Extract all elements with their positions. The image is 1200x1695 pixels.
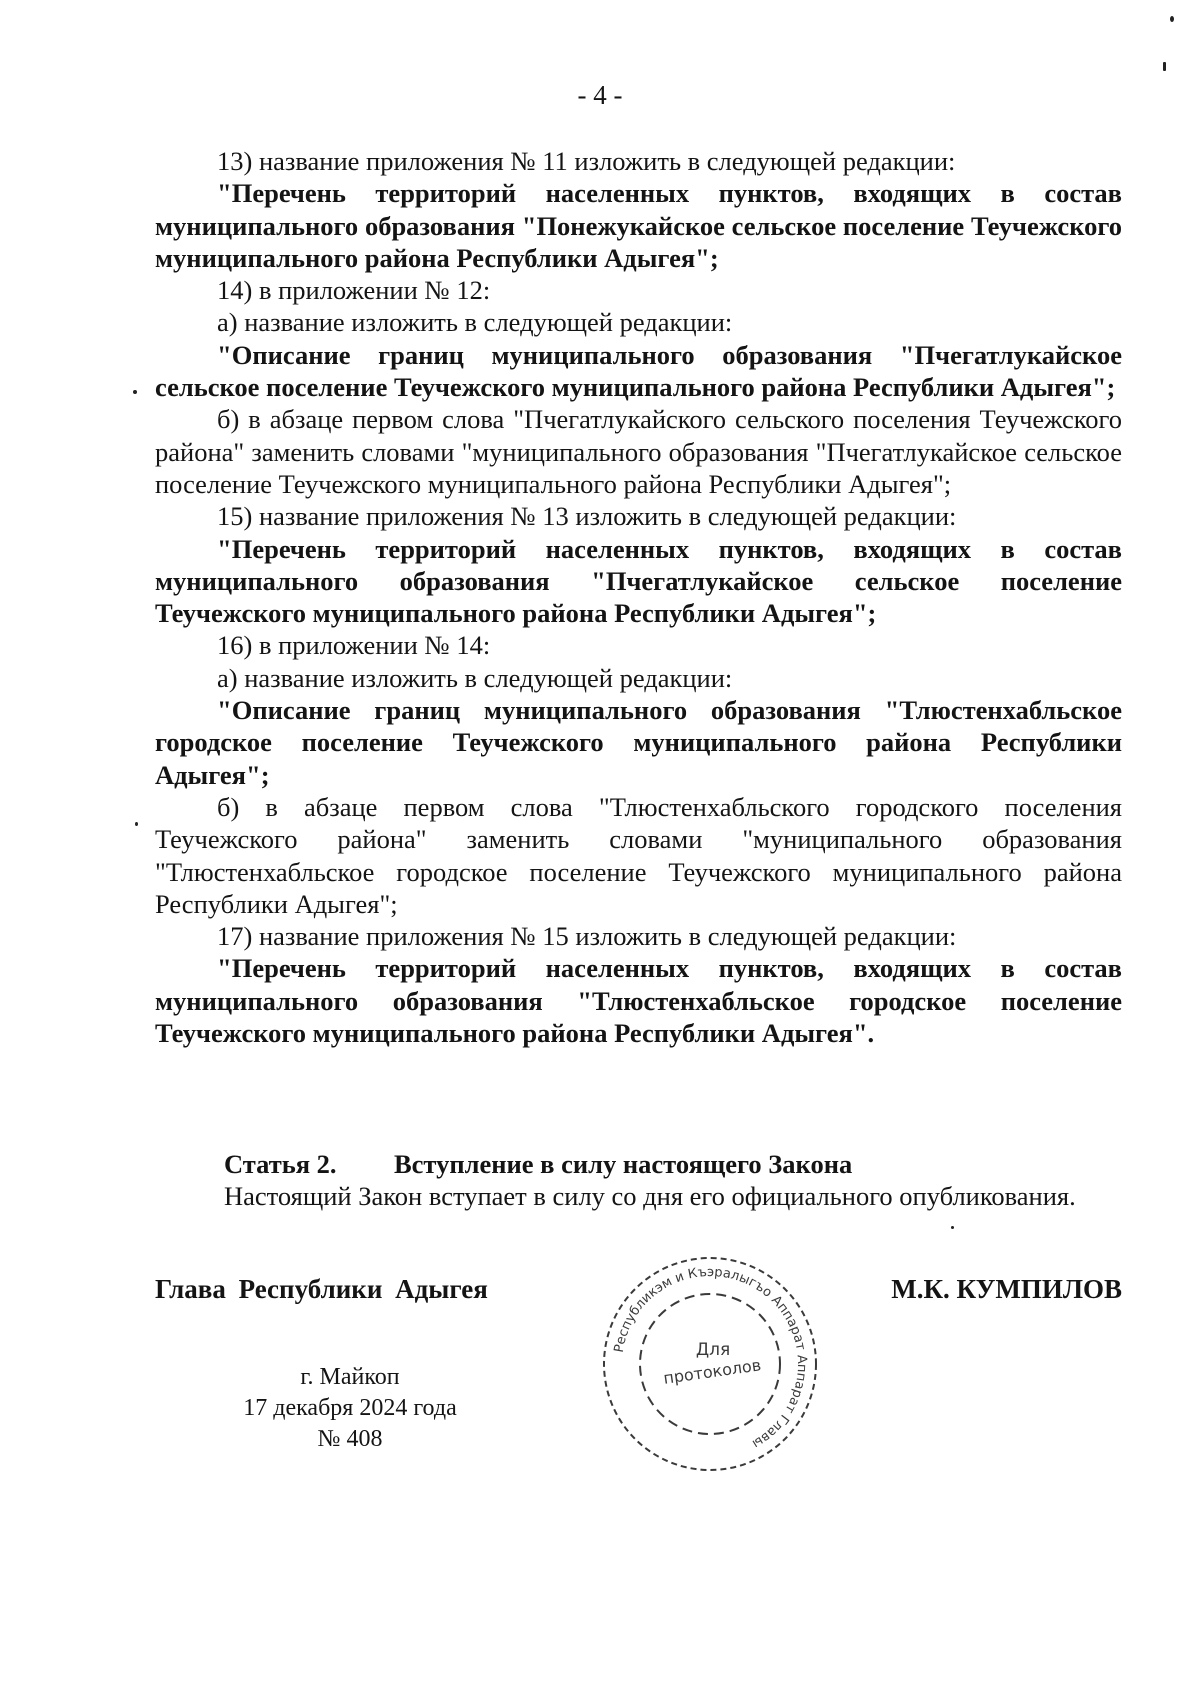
article-text: Настоящий Закон вступает в силу со дня его официального опубликования.: [224, 1181, 1076, 1211]
stamp-outer-text: Республикэм и Къэралыгъо Аппарат Аппарат Главы: [611, 1264, 810, 1452]
page-number: - 4 -: [577, 80, 623, 110]
quoted-title-paragraph: "Перечень территорий населенных пунктов, входящих в состав муниципального образования "Пчегатлукайское сельское поселение Теучежского муниципального района Республики Адыгея";: [155, 533, 1122, 629]
quoted-title-paragraph: "Перечень территорий населенных пунктов, входящих в состав муниципального образования "Понежукайское сельское поселение Теучежского муниципального района Республики Адыгея";: [155, 178, 1122, 273]
amendment-paragraph: 16) в приложении № 14:: [217, 630, 491, 661]
article-number: Статья 2.: [224, 1149, 337, 1179]
amendment-paragraph: б) в абзаце первом слова "Тлюстенхабльского городского поселения Теучежского района" заменить словами "муниципального образования "Тлюстенхабльское городское поселение Теучежского муниципального района Республики Адыгея";: [155, 791, 1122, 919]
document-body: [155, 145, 1122, 1049]
city: г. Майкоп: [300, 1364, 400, 1390]
scan-speck: [135, 822, 138, 826]
quoted-title-paragraph: "Описание границ муниципального образования "Тлюстенхабльское городское поселение Теучежского муниципального района Республики Адыгея";: [155, 695, 1122, 790]
article-2: [224, 1148, 1122, 1212]
signatory-position: Глава Республики Адыгея: [155, 1274, 488, 1304]
scan-speck: [1170, 16, 1174, 22]
quoted-title-paragraph: "Описание границ муниципального образования "Пчегатлукайское сельское поселение Теучежского муниципального района Республики Адыгея";: [155, 339, 1122, 403]
date: 17 декабря 2024 года: [243, 1395, 457, 1421]
signatory-name: М.К. КУМПИЛОВ: [891, 1274, 1122, 1304]
official-stamp: [595, 1252, 825, 1477]
amendment-paragraph: а) название изложить в следующей редакции:: [217, 307, 733, 338]
stamp-inner-line-2: протоколов: [662, 1355, 763, 1388]
quoted-title-paragraph: "Перечень территорий населенных пунктов, входящих в состав муниципального образования "Тлюстенхабльское городское поселение Теучежского муниципального района Республики Адыгея".: [155, 953, 1122, 1049]
article-title: Вступление в силу настоящего Закона: [394, 1149, 853, 1179]
amendment-paragraph: б) в абзаце первом слова "Пчегатлукайского сельского поселения Теучежского района" заменить словами "муниципального образования "Пчегатлукайское сельское поселение Теучежского муниципального района Республики Адыгея";: [155, 404, 1122, 499]
scan-speck: [951, 1226, 954, 1229]
place-date-block: [200, 1362, 500, 1455]
amendment-paragraph: а) название изложить в следующей редакции:: [217, 662, 733, 693]
amendment-paragraph: 15) название приложения № 13 изложить в следующей редакции:: [217, 501, 957, 532]
scan-speck: [133, 390, 137, 394]
scan-speck: [1163, 62, 1166, 71]
amendment-paragraph: 14) в приложении № 12:: [217, 275, 491, 306]
law-number: № 408: [317, 1426, 383, 1452]
amendment-paragraph: 17) название приложения № 15 изложить в следующей редакции:: [217, 921, 957, 952]
amendment-paragraph: 13) название приложения № 11 изложить в следующей редакции:: [217, 146, 956, 176]
article-heading: [224, 1148, 1122, 1180]
stamp-inner-line-1: Для: [695, 1340, 731, 1360]
